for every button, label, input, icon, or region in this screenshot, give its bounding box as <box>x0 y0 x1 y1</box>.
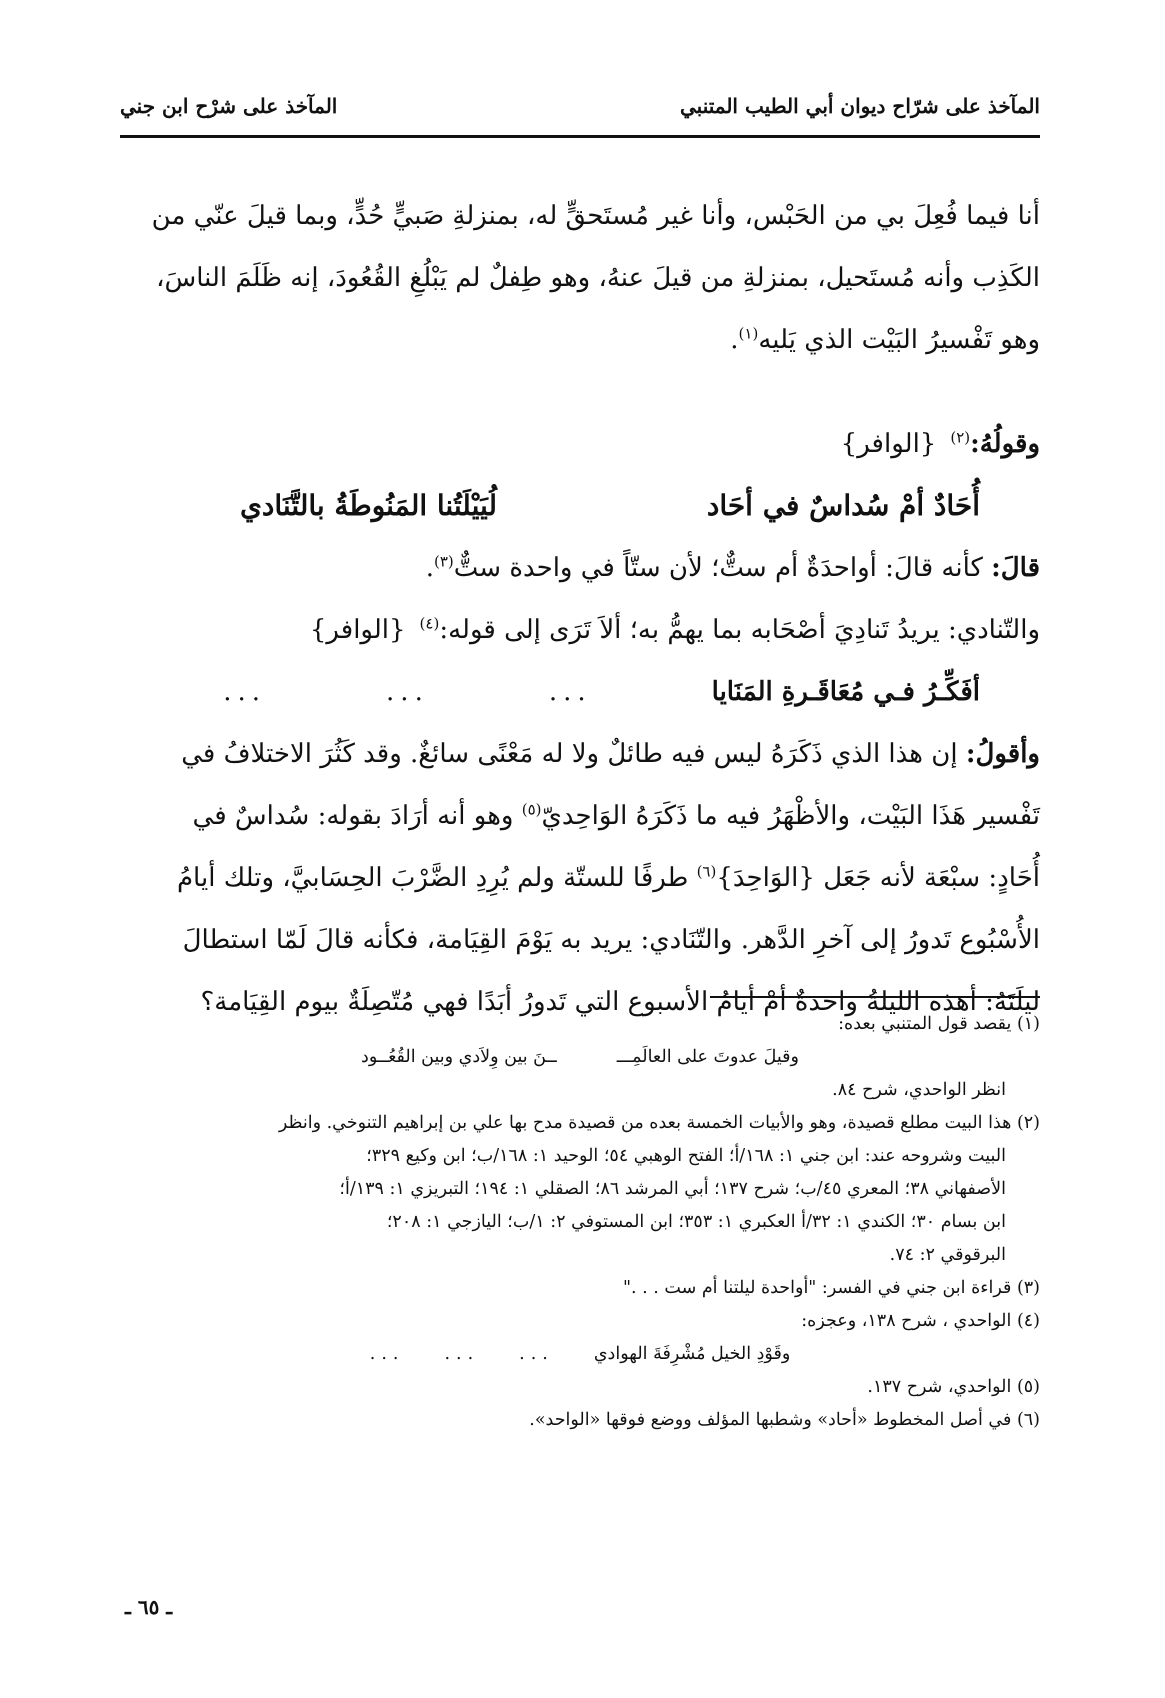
footnote-separator <box>710 996 1040 998</box>
aqulu-line-2b: وهو أنه أرَادَ بقوله: سُداسٌ في <box>192 801 514 831</box>
footnote-5 <box>120 1371 1040 1404</box>
verse-meter: {الوافر} <box>840 429 937 459</box>
aqulu-line-5: ليلَتَهُ: أهذه الليلةُ واحدةٌ أمْ أيامُ الأسبوع التي تَدورُ أبَدًا فهي مُتّصِلَةٌ بيوم القِيَامة؟ <box>200 987 1040 1017</box>
intro-line-3 <box>120 309 1040 371</box>
footnote-6-text: في أصل المخطوط «أحاد» وشطبها المؤلف ووضع فوقها «الواحد». <box>529 1410 1012 1430</box>
footnotes <box>120 1008 1040 1437</box>
footnote-4 <box>120 1305 1040 1338</box>
footnote-2-line-4: ابن بسام ٣٠؛ الكندي ١: ٣٢/أ العكبري ١: ٣٥٣؛ ابن المستوفي ٢: ١/ب؛ اليازجي ١: ٢٠٨؛ <box>386 1212 1006 1232</box>
running-header <box>120 86 1040 126</box>
footnote-1 <box>120 1008 1040 1041</box>
footnote-4-ellipsis-2: ... <box>444 1344 480 1364</box>
footnote-ref-6[interactable]: (٦) <box>696 862 717 881</box>
footnote-1-verse <box>120 1041 1040 1074</box>
aqulu-line-4: الأُسْبُوع تَدورُ إلى آخرِ الدَّهر. والتّنَادي: يريد به يَوْمَ القِيَامة، فكأنه قالَ لَمّا استطالَ <box>182 925 1040 955</box>
tanadi-text: والتّنادي: يريدُ تَنادِيَ أصْحَابه بما يهمُّ به؛ ألاَ تَرَى إلى قوله: <box>439 615 1040 645</box>
footnote-4-num: (٤) <box>1016 1311 1040 1331</box>
footnote-1-verse-first: وقيلَ عدوتَ على العالَمِـــ <box>616 1047 799 1067</box>
footnote-ref-1[interactable]: (١) <box>738 324 759 343</box>
aqulu-line-1-text: إن هذا الذي ذَكَرَهُ ليس فيه طائلٌ ولا له مَعْنًى سائغٌ. وقد كَثُرَ الاختلافُ في <box>181 739 958 769</box>
intro-line-3-text: وهو تَفْسيرُ البَيْت الذي يَليه <box>758 325 1040 355</box>
verse-intro <box>120 413 1040 475</box>
section-gap <box>120 371 1040 413</box>
ellipsis-1: ... <box>548 677 592 707</box>
footnote-2-line-5: البرقوقي ٢: ٧٤. <box>889 1245 1006 1265</box>
footnote-ref-4[interactable]: (٤) <box>419 614 440 633</box>
footnote-6 <box>120 1404 1040 1437</box>
footnote-1-num: (١) <box>1016 1014 1040 1034</box>
footnote-2-line-1: هذا البيت مطلع قصيدة، وهو والأبيات الخمسة بعده من قصيدة مدح بها علي بن إبراهيم التنوخي. وانظر <box>278 1113 1012 1133</box>
footnote-ref-5[interactable]: (٥) <box>521 800 542 819</box>
aqulu-line-3 <box>120 847 1040 909</box>
aqulu-line-3a: أُحَادٍ: سبْعَة لأنه جَعَل {الوَاحِدَ} <box>716 863 1040 893</box>
tanadi-meter: {الوافر} <box>309 615 406 645</box>
book-title: المآخذ على شرّاح ديوان أبي الطيب المتنبي <box>680 94 1040 118</box>
chapter-title: المآخذ على شرْح ابن جني <box>120 94 338 118</box>
intro-line-3-end: . <box>730 325 739 355</box>
footnote-ref-3[interactable]: (٣) <box>433 552 454 571</box>
footnote-1-text: يقصد قول المتنبي بعده: <box>838 1014 1012 1034</box>
quoted-hemistich <box>120 661 1040 723</box>
footnote-4-verse-text: وقَوْدِ الخيل مُشْرِفَةَ الهوادي <box>593 1344 791 1364</box>
page-number: ـ ٦٥ ـ <box>125 1595 173 1619</box>
footnote-3-num: (٣) <box>1016 1278 1040 1298</box>
ellipsis-2: ... <box>386 677 429 707</box>
footnote-5-text: الواحدي، شرح ١٣٧. <box>867 1377 1012 1397</box>
qala-label: قالَ: <box>991 553 1040 583</box>
aqulu-line-2a: تَفْسير هَذَا البَيْت، والأظْهَرُ فيه ما ذَكَرَهُ الوَاحِديّ <box>541 801 1040 831</box>
footnote-2-line-3: الأصفهاني ٣٨؛ المعري ٤٥/ب؛ شرح ١٣٧؛ أبي المرشد ٨٦؛ الصقلي ١: ١٩٤؛ التبريزي ١: ١٣٩/أ؛ <box>339 1179 1006 1199</box>
aqulu-line-1 <box>120 723 1040 785</box>
qala-line <box>120 537 1040 599</box>
footnote-4-text: الواحدي ، شرح ١٣٨، وعجزه: <box>801 1311 1012 1331</box>
aqulu-line-2 <box>120 785 1040 847</box>
footnote-2 <box>120 1107 1040 1140</box>
ellipsis-3: ... <box>223 677 267 707</box>
poem-verse <box>120 475 1040 537</box>
header-rule <box>120 135 1040 138</box>
footnote-2-line-2: البيت وشروحه عند: ابن جني ١: ١٦٨/أ؛ الفتح الوهبي ٥٤؛ الوحيد ١: ١٦٨/ب؛ ابن وكيع ٣٢٩؛ <box>366 1146 1006 1166</box>
quoted-hemistich-text: أفَكِّـرُ فـي مُعَاقَـرةِ المَنَايا <box>711 677 980 707</box>
intro-line-1: أنا فيما فُعِلَ بي من الحَبْس، وأنا غير مُستَحقٍّ له، بمنزلةِ صَبيٍّ حُدٍّ، وبما قيلَ عنّي من <box>151 201 1040 231</box>
qala-end: . <box>425 553 434 583</box>
footnote-3-text: قراءة ابن جني في الفسر: "أواحدة ليلتنا أم ست . . ." <box>623 1278 1012 1298</box>
footnote-5-num: (٥) <box>1016 1377 1040 1397</box>
verse-second-hemistich: لُيَيْلَتُنا المَنُوطَةُ بالتَّنَادي <box>240 489 498 522</box>
intro-line-2: الكَذِب وأنه مُستَحيل، بمنزلةِ من قيلَ عنهُ، وهو طِفلٌ لم يَبْلُغِ القُعُودَ، إنه ظَلَمَ الناسَ، <box>156 263 1040 293</box>
footnote-4-ellipsis-1: ... <box>519 1344 554 1364</box>
footnote-4-verse <box>120 1338 1040 1371</box>
tanadi-line <box>120 599 1040 661</box>
footnote-6-num: (٦) <box>1016 1410 1040 1430</box>
main-text <box>120 185 1040 1033</box>
footnote-ref-2[interactable]: (٢) <box>950 428 971 447</box>
aqulu-label: وأقولُ: <box>965 739 1040 769</box>
footnote-3 <box>120 1272 1040 1305</box>
qala-text: كأنه قالَ: أواحدَةٌ أم ستٌّ؛ لأن ستّاً في واحدة ستٌّ <box>453 553 983 583</box>
footnote-1-verse-second: ــنَ بين وِلاَدي وبين القُعُــود <box>361 1047 557 1067</box>
footnote-2-num: (٢) <box>1016 1113 1040 1133</box>
aqulu-line-3b: طرفًا للستّة ولم يُرِدِ الضَّرْبَ الحِسَابيَّ، وتلك أيامُ <box>176 863 689 893</box>
footnote-1-ref: انظر الواحدي، شرح ٨٤. <box>832 1080 1006 1100</box>
verse-first-hemistich: أُحَادٌ أمْ سُداسٌ في أحَاد <box>706 489 980 522</box>
footnote-4-ellipsis-3: ... <box>369 1344 405 1364</box>
verse-intro-label: وقولُهُ: <box>970 429 1040 459</box>
